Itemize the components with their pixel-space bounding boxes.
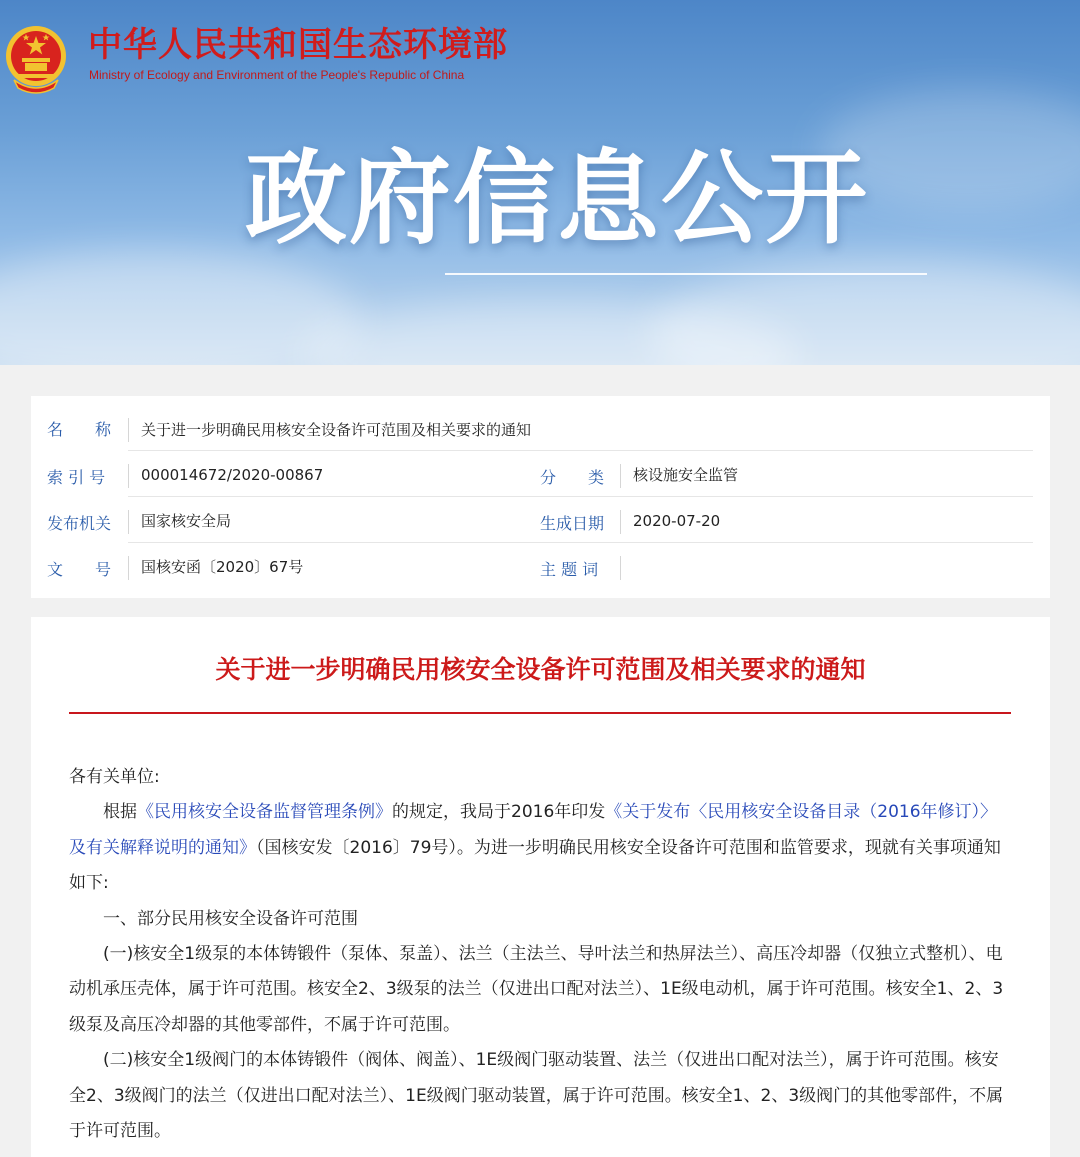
paragraph-1: [69, 795, 1014, 901]
salutation: 各有关单位:: [69, 767, 160, 787]
paragraph-item-2: (二)核安全1级阀门的本体铸锻件（阀体、阀盖）、1E级阀门驱动装置、法兰（仅进出口配对法兰），属于许可范围。核安全2、3级阀门的法兰（仅进出口配对法兰）、1E级阀门驱动装置，属于许可范围。核安全1、2、3级阀门的其他零部件，不属于许可范围。: [69, 1050, 1004, 1142]
paragraph-text: （国核安发〔2016〕79号）。为进一步明确民用核安全设备许可范围和监管要求，现就有关事项通知如下:: [69, 837, 1001, 894]
meta-label-docno: 文 号: [47, 560, 112, 579]
meta-label-index: 索 引 号: [47, 468, 106, 487]
title-divider: [69, 712, 1011, 714]
meta-separator: [620, 464, 621, 488]
meta-row-divider: [128, 542, 1033, 543]
meta-separator: [620, 510, 621, 534]
header-banner: [0, 0, 1080, 365]
meta-row-divider: [128, 450, 1033, 451]
site-name-english: Ministry of Ecology and Environment of the People's Republic of China: [89, 68, 465, 82]
meta-separator: [620, 556, 621, 580]
paragraph-item-1: (一)核安全1级泵的本体铸锻件（泵体、泵盖）、法兰（主法兰、导叶法兰和热屏法兰）、高压冷却器（仅独立式整机）、电动机承压壳体，属于许可范围。核安全2、3级泵的法兰（仅进出口配对法兰）、1E级电动机，属于许可范围。核安全1、2、3级泵及高压冷却器的其他零部件，不属于许可范围。: [69, 944, 1004, 1035]
title-underline: [445, 273, 927, 275]
section-heading-1: 一、部分民用核安全设备许可范围: [103, 908, 358, 929]
meta-row-divider: [128, 496, 1033, 497]
meta-value-issuer: 国家核安全局: [141, 512, 232, 530]
article-body: [69, 760, 1014, 1149]
document-meta-panel: [31, 396, 1050, 598]
meta-value-category: 核设施安全监管: [633, 466, 739, 484]
regulation-link[interactable]: 《民用核安全设备监督管理条例》: [137, 802, 392, 823]
meta-label-keywords: 主 题 词: [540, 560, 599, 579]
meta-label-category: 分 类: [540, 468, 605, 487]
article-panel: [31, 617, 1050, 1157]
paragraph-text: 根据: [103, 802, 137, 823]
meta-label-date: 生成日期: [540, 514, 605, 533]
meta-value-index: 000014672/2020-00867: [141, 466, 324, 484]
site-name[interactable]: 中华人民共和国生态环境部: [88, 25, 508, 65]
meta-separator: [128, 418, 129, 442]
meta-value-date: 2020-07-20: [633, 512, 721, 530]
meta-separator: [128, 510, 129, 534]
meta-value-name: 关于进一步明确民用核安全设备许可范围及相关要求的通知: [141, 421, 532, 439]
article-title: 关于进一步明确民用核安全设备许可范围及相关要求的通知: [215, 655, 866, 684]
meta-label-name: 名 称: [47, 420, 112, 439]
notice-link[interactable]: 《关于发布〈民用核安全设备目录（2016年修订）〉及有关解释说明的通知》: [69, 802, 998, 858]
meta-separator: [128, 556, 129, 580]
national-emblem-icon[interactable]: [4, 18, 68, 98]
meta-value-docno: 国核安函〔2020〕67号: [141, 558, 304, 576]
paragraph-text: 的规定，我局于2016年印发: [392, 802, 606, 823]
meta-label-issuer: 发布机关: [47, 514, 112, 533]
banner-title: 政府信息公开: [245, 140, 869, 259]
meta-separator: [128, 464, 129, 488]
